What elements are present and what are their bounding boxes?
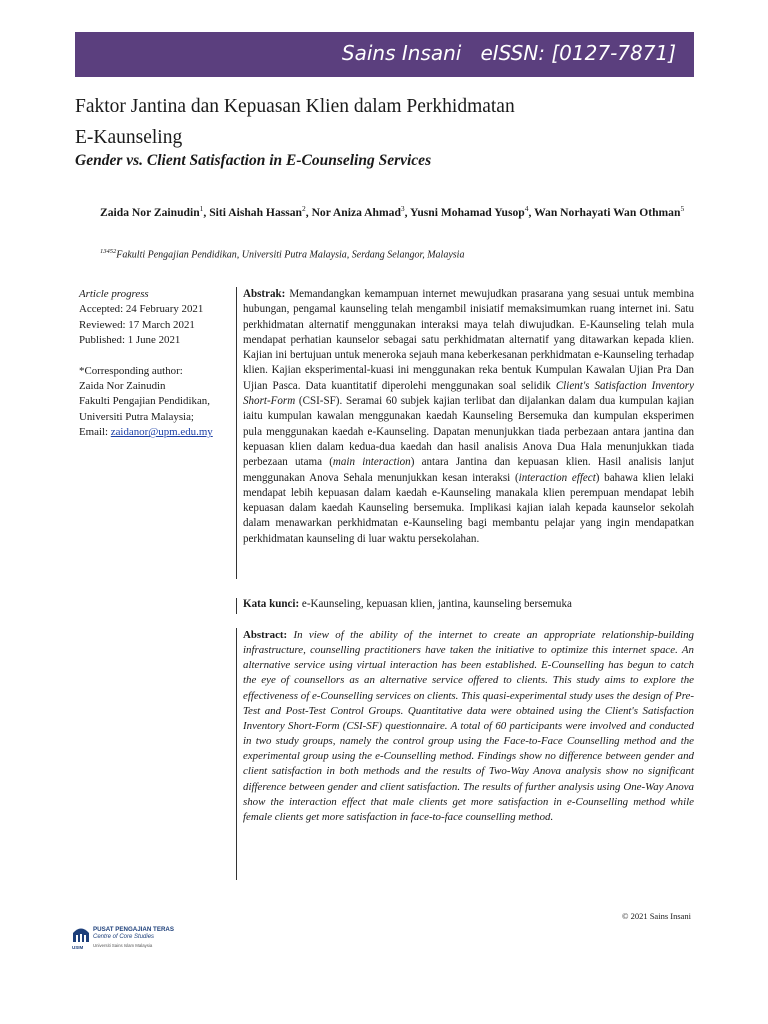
paper-title-malay — [75, 91, 695, 153]
accepted-date: Accepted: 24 February 2021 — [79, 303, 204, 316]
article-info — [79, 287, 239, 441]
english-abstract-divider — [236, 628, 237, 880]
reviewed-date: Reviewed: 17 March 2021 — [79, 318, 195, 331]
copyright-notice: © 2021 Sains Insani — [622, 911, 692, 921]
abstract-text: In view of the ability of the internet to create an appropriate relationship-building infrastructure, counselling practitioners have taken the initiative to optimize this internet space. An alternative service using virtual interaction has been established. E-Counselling has begun to catch the eye of counsellors as an alternative service offered to clients. This study aims to explore the effectiveness of e-Counselling services on clients. This quasi-experimental study uses the design of Pre-Test and Post-Test Control Groups. Quantitative data were obtained using the Client's Satisfaction Inventory Short-Form (CSI-SF) questionnaire. A total of 60 participants were involved and conducted in two study groups, namely the control group using the Face-to-Face Counselling method and the experimental group using the e-Counselling method. Findings show no difference between gender and client satisfaction in both methods and the results of Two-Way Anova analysis show no significant difference between gender and client satisfaction. The results of further analysis using One-Way Anova show the interaction effect that male clients get more satisfaction in e-Counselling method while female clients get more satisfaction in face-to-face counselling method. — [243, 629, 694, 823]
abstrak-malay — [243, 287, 694, 547]
logo-line3: Universiti Sains Islam Malaysia — [93, 943, 153, 948]
author-name: Yusni Mohamad Yusop — [410, 205, 525, 219]
journal-banner — [75, 32, 694, 77]
corresponding-name: Zaida Nor Zainudin — [79, 380, 166, 393]
keywords-label: Kata kunci: — [243, 598, 300, 610]
email-label: Email: — [79, 426, 111, 439]
logo-line1: PUSAT PENGAJIAN TERAS — [93, 926, 175, 933]
abstrak-text: ) bahawa klien lelaki mendapat lebih kepuasan dalam kaedah e-Kaunseling manakala klien perempuan mendapat lebih kepuasan dalam kaedah Kaunseling bersemuka. Implikasi kajian ialah kepada kaunselor sekolah dalam menawarkan perkhidmatan e-Kaunseling bagi membantu pelajar yang ingin mendapatkan perkhidmatan kaunseling di luar waktu persekolahan. — [243, 471, 694, 545]
author-sup: 4 — [524, 204, 529, 213]
published-date: Published: 1 June 2021 — [79, 334, 181, 347]
abstract-english — [243, 628, 694, 825]
email-line — [79, 425, 239, 440]
author-name: Siti Aishah Hassan — [209, 205, 303, 219]
affiliation-sup: 13452 — [100, 248, 117, 255]
logo-caption: USIM — [72, 945, 84, 950]
university-crest-icon — [71, 924, 91, 944]
logo-line2: Centre of Core Studies — [93, 934, 155, 940]
keywords — [243, 598, 694, 610]
keywords-text: e-Kaunseling, kepuasan klien, jantina, kaunseling bersemuka — [299, 598, 572, 610]
affiliation — [100, 248, 464, 260]
author-sup: 1 — [199, 204, 204, 213]
corresponding-dept: Fakulti Pengajian Pendidikan, — [79, 395, 210, 408]
author-name: Wan Norhayati Wan Othman — [534, 205, 681, 219]
keywords-divider — [236, 598, 237, 614]
author-list: Zaida Nor Zainudin$^1$, Siti Aishah Hassan$^2$, Nor Aniza Ahmad$^3$, Yusni Mohamad Yusop$^4$, Wan Norhayati Wan Othman$^5$ — [100, 204, 685, 219]
corresponding-label: *Corresponding author: — [79, 364, 183, 377]
article-progress-heading: Article progress — [79, 288, 149, 300]
abstrak-label: Abstrak: — [243, 288, 286, 300]
abstrak-italic: Client's Satisfaction Inventory Short-Form — [243, 379, 694, 408]
abstrak-italic: interaction effect — [518, 471, 596, 484]
corresponding-univ: Universiti Putra Malaysia; — [79, 410, 194, 423]
author-name: Zaida Nor Zainudin — [100, 205, 200, 219]
abstrak-italic: main interaction — [332, 456, 411, 469]
affiliation-text: Fakulti Pengajian Pendidikan, Universiti Putra Malaysia, Serdang Selangor, Malaysia — [116, 249, 465, 261]
email-link[interactable]: zaidanor@upm.edu.my — [110, 426, 213, 439]
paper-title-malay-line1: Faktor Jantina dan Kepuasan Klien dalam Perkhidmatan — [75, 96, 515, 117]
author-sup: 3 — [400, 204, 405, 213]
abstrak-text: ) antara Jantina dan kepuasan klien. Hasil analisis lanjut menggunakan Anova Sehala menunjukkan kesan interaksi ( — [243, 456, 694, 484]
abstract-divider — [236, 287, 237, 579]
author-sup: 2 — [302, 204, 306, 213]
abstrak-text: Memandangkan kemampuan internet mewujudkan prasarana yang sesuai untuk membina hubungan, pengamal kaunseling telah mengambil inisiatif memaksimumkan ruang internet ini. Satu perkhidmatan alternatif menggunakan interaksi maya telah diwujudkan. E-Kaunseling telah mula mendapat perhatian kaunselor sebagai satu perkhidmatan alternatif yang ditawarkan kepada klien. Kajian ini bertujuan untuk meneroka sejauh mana keberkesanan perkhidmatan e-Kaunseling terhadap klien. Kajian eksperimental-kuasi ini menggunakan reka bentuk Kumpulan Kawalan Ujian Pra Dan Ujian Pasca. Data kuantitatif diperolehi menggunakan soal selidik — [243, 288, 694, 392]
abstrak-text: (CSI-SF). Seramai 60 subjek kajian terlibat dan dijalankan dalam dua kumpulan kajian iaitu kumpulan kawalan menggunakan kaedah Kaunseling Bersemuka dan kumpulan eksperimen pula menggunakan kaedah e-Kaunseling. Dapatan menunjukkan tiada perbezaan antara jantina dan kepuasan klien dalam kedua-dua kaedah dan hasil analisis Anova Dua Hala menunjukkan tiada perbezaan utama ( — [243, 395, 694, 469]
centre-logo — [71, 924, 181, 952]
paper-title-english: Gender vs. Client Satisfaction in E-Counseling Services — [75, 152, 432, 169]
paper-title-malay-line2: E-Kaunseling — [75, 127, 183, 148]
author-sup: 5 — [680, 204, 685, 213]
author-name: Nor Aniza Ahmad — [311, 205, 401, 219]
abstract-label: Abstract: — [243, 629, 288, 641]
journal-banner-text: Sains Insani eISSN: [0127-7871] — [341, 41, 676, 65]
